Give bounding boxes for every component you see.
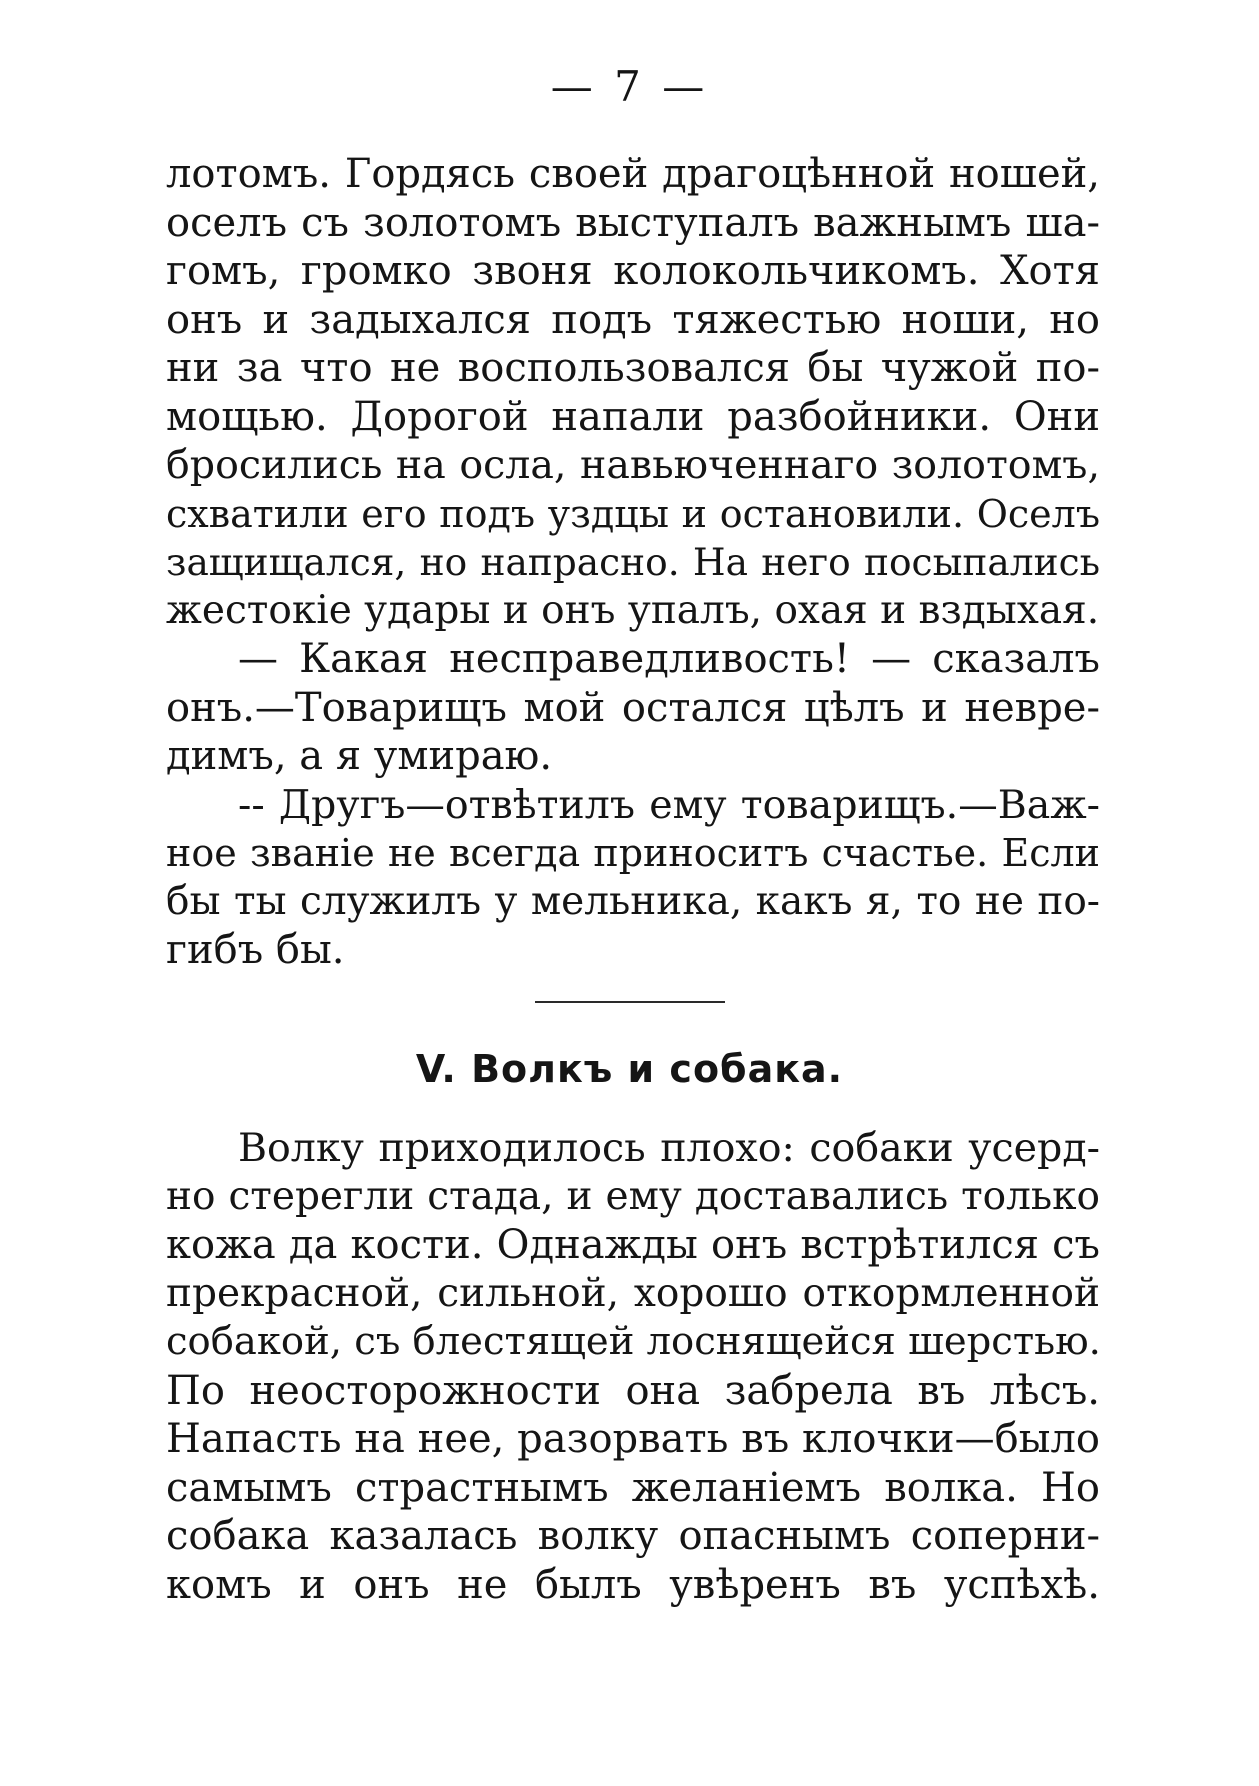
- text-line: жестокіе удары и онъ упалъ, охая и вздыхая.: [166, 587, 1100, 633]
- text-line: Напасть на нее, разорвать въ клочки—было: [166, 1416, 1100, 1462]
- text-line: кожа да кости. Однажды онъ встрѣтился съ: [166, 1222, 1100, 1268]
- text-line: гибъ бы.: [166, 927, 345, 973]
- text-line: собака казалась волку опаснымъ соперни-: [166, 1513, 1100, 1559]
- text-line: онъ.—Товарищъ мой остался цѣлъ и невре-: [166, 684, 1100, 731]
- page-number: — 7 —: [550, 62, 709, 111]
- text-line: самымъ страстнымъ желаніемъ волка. Но: [166, 1464, 1100, 1511]
- text-line: прекрасной, сильной, хорошо откормленной: [166, 1270, 1100, 1316]
- text-line: гомъ, громко звоня колокольчикомъ. Хотя: [166, 248, 1100, 294]
- text-line: онъ и задыхался подъ тяжестью ноши, но: [166, 296, 1100, 343]
- text-line: ни за что не воспользовался бы чужой по-: [166, 345, 1100, 391]
- paragraph-donkeys: [166, 150, 1100, 975]
- text-line: схватили его подъ уздцы и остановили. Оселъ: [166, 491, 1100, 536]
- text-line: По неосторожности она забрела въ лѣсъ.: [166, 1367, 1100, 1414]
- text-line: комъ и онъ не былъ увѣренъ въ успѣхѣ.: [166, 1561, 1100, 1608]
- text-line: оселъ съ золотомъ выступалъ важнымъ ша-: [166, 199, 1100, 246]
- text-line: собакой, съ блестящей лоснящейся шерстью.: [166, 1319, 1101, 1364]
- text-line: димъ, а я умираю.: [166, 733, 553, 779]
- section-title: V. Волкъ и собака.: [415, 1047, 844, 1091]
- text-line: ное званіе не всегда приноситъ счастье. Если: [166, 831, 1100, 875]
- dialogue-line: -- Другъ—отвѣтилъ ему товарищъ.—Важ-: [238, 781, 1100, 828]
- text-line: но стерегли стада, и ему доставались только: [166, 1173, 1100, 1219]
- text-line: лотомъ. Гордясь своей драгоцѣнной ношей,: [166, 151, 1100, 197]
- text-line: бросились на осла, навьюченнаго золотомъ,: [166, 442, 1100, 488]
- text-line: бы ты служилъ у мельника, какъ я, то не по-: [166, 878, 1100, 924]
- text-line: мощью. Дорогой напали разбойники. Они: [166, 393, 1100, 440]
- text-line: защищался, но напрасно. На него посыпались: [166, 540, 1100, 584]
- text-line: Волку приходилось плохо: собаки усерд-: [238, 1125, 1100, 1171]
- section-divider: [535, 1001, 725, 1003]
- paragraph-wolf-and-dog: [166, 1124, 1100, 1609]
- dialogue-line: — Какая несправедливость! — сказалъ: [238, 636, 1100, 682]
